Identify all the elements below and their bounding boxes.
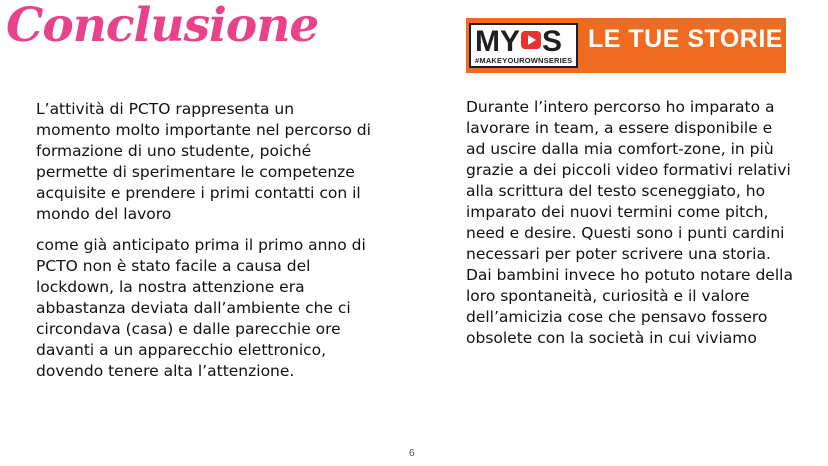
banner-title: LE TUE STORIE [588,25,783,53]
logo-tagline: #MAKEYOUROWNSERIES [475,56,573,65]
logo-text-right: S [542,25,563,58]
myos-logo [469,23,578,68]
right-paragraph-1: Durante l’intero percorso ho imparato a lavorare in team, a essere disponibile e ad uscire dalla mia comfort-zone, in più grazie a dei piccoli video formativi relativi alla scrittura del testo sceneggiato, ho imparato dei nuovi termini come pitch, need e desire. Questi sono i punti cardini necessari per poter scrivere una storia. Dai bambini invece ho potuto notare della loro spontaneità, curiosità e il valore dell’amicizia cose che pensavo fossero obsolete con la società in cui viviamo [466,98,793,347]
play-icon [521,31,541,49]
left-text-column [36,99,371,382]
series-banner [466,18,786,73]
logo-wordmark [475,26,562,58]
left-paragraph-2: come già anticipato prima il primo anno di PCTO non è stato facile a causa del lockdown, la nostra attenzione era abbastanza deviata dall’ambiente che ci circondava (casa) e dalle parecchie ore davanti a un apparecchio elettronico, dovendo tenere alta l’attenzione. [36,236,366,380]
slide-title: Conclusione [6,0,319,53]
right-text-column [466,97,796,349]
page-number: 6 [409,448,415,459]
logo-text-left: MY [475,25,520,58]
left-paragraph-1: L’attività di PCTO rappresenta un momento molto importante nel percorso di formazione di uno studente, poiché permette di sperimentare le competenze acquisite e prendere i primi contatti con il mondo del lavoro [36,100,371,223]
